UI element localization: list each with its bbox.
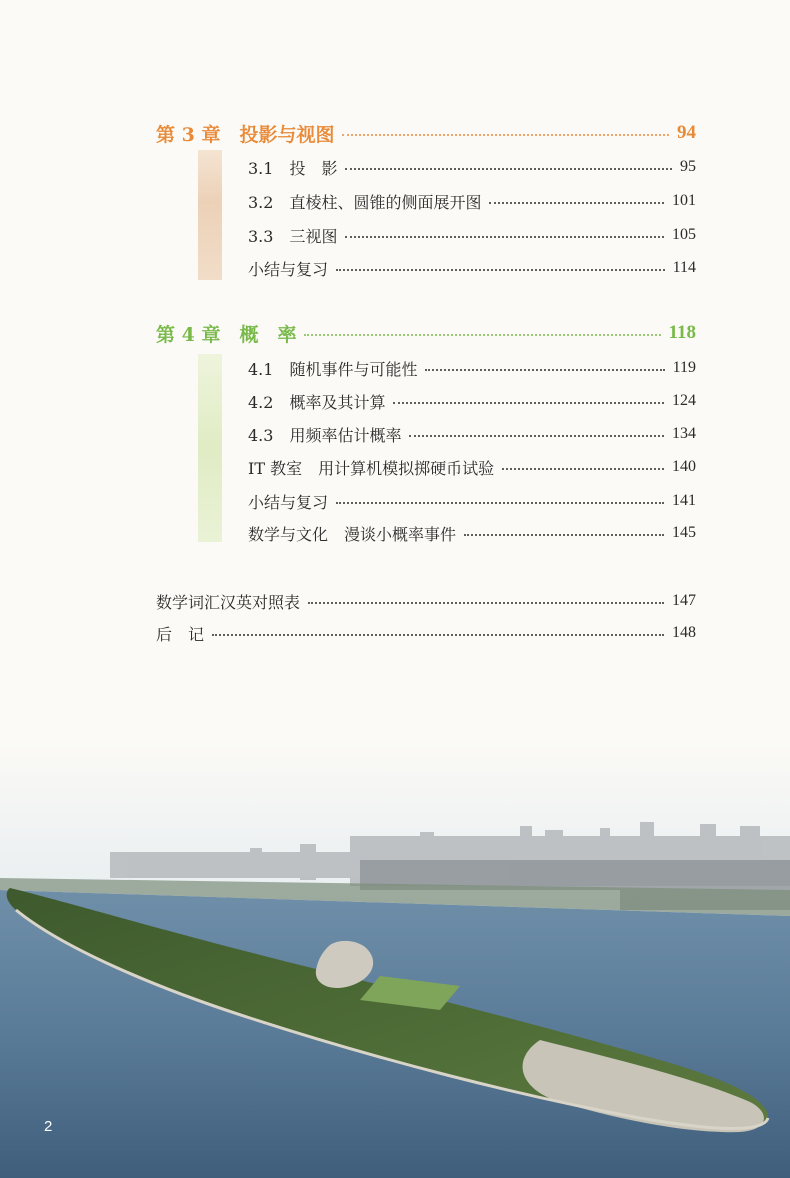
dot-leader — [393, 402, 664, 404]
dot-leader — [342, 134, 669, 136]
dot-leader — [212, 634, 664, 636]
chapter-page: 94 — [677, 122, 696, 143]
dot-leader — [336, 502, 664, 504]
toc-entry[interactable] — [248, 253, 696, 283]
toc-chapter-4[interactable] — [156, 318, 696, 348]
entry-page: 141 — [672, 492, 696, 509]
toc-appendix-glossary[interactable] — [156, 586, 696, 616]
entry-label: IT 教室 用计算机模拟掷硬币试验 — [248, 458, 495, 478]
dot-leader — [304, 334, 660, 336]
dot-leader — [308, 602, 664, 604]
entry-label: 数学与文化 漫谈小概率事件 — [248, 524, 457, 544]
chapter-title: 第 4 章 概 率 — [156, 323, 297, 346]
toc-entry[interactable] — [248, 220, 696, 250]
chapter3-decor-strip — [198, 150, 222, 280]
toc-entry[interactable] — [248, 186, 696, 216]
dot-leader — [425, 369, 664, 371]
entry-page: 101 — [672, 192, 696, 209]
toc-chapter-3[interactable] — [156, 118, 696, 148]
aerial-river-island-photo — [0, 740, 790, 1178]
entry-label: 小结与复习 — [248, 259, 329, 279]
entry-label: 4.1 随机事件与可能性 — [248, 359, 418, 379]
entry-page: 148 — [672, 624, 696, 641]
toc-entry[interactable] — [248, 386, 696, 416]
entry-page: 147 — [672, 592, 696, 609]
page-number: 2 — [44, 1118, 53, 1135]
entry-label: 3.1 投 影 — [248, 158, 338, 178]
entry-label: 4.2 概率及其计算 — [248, 392, 386, 412]
dot-leader — [345, 168, 672, 170]
entry-page: 119 — [672, 359, 696, 376]
entry-label: 4.3 用频率估计概率 — [248, 425, 402, 445]
entry-page: 140 — [672, 458, 696, 475]
dot-leader — [409, 435, 664, 437]
toc-appendix-afterword[interactable] — [156, 618, 696, 648]
entry-page: 114 — [672, 259, 696, 276]
toc-entry[interactable] — [248, 353, 696, 383]
dot-leader — [345, 236, 664, 238]
entry-label: 3.3 三视图 — [248, 226, 338, 246]
entry-page: 134 — [672, 425, 696, 442]
entry-label: 后 记 — [156, 624, 205, 644]
toc-entry[interactable] — [248, 486, 696, 516]
dot-leader — [336, 269, 665, 271]
toc-entry[interactable] — [248, 452, 696, 482]
dot-leader — [464, 534, 664, 536]
chapter-page: 118 — [668, 322, 696, 343]
entry-label: 小结与复习 — [248, 492, 329, 512]
chapter-title: 第 3 章 投影与视图 — [156, 123, 335, 146]
entry-page: 145 — [672, 524, 696, 541]
entry-page: 105 — [672, 226, 696, 243]
entry-label: 数学词汇汉英对照表 — [156, 592, 301, 612]
entry-page: 124 — [672, 392, 696, 409]
toc-entry[interactable] — [248, 152, 696, 182]
toc-entry[interactable] — [248, 518, 696, 548]
entry-label: 3.2 直棱柱、圆锥的侧面展开图 — [248, 192, 482, 212]
toc-entry[interactable] — [248, 419, 696, 449]
entry-page: 95 — [680, 158, 696, 175]
dot-leader — [502, 468, 664, 470]
dot-leader — [489, 202, 664, 204]
chapter4-decor-strip — [198, 354, 222, 542]
